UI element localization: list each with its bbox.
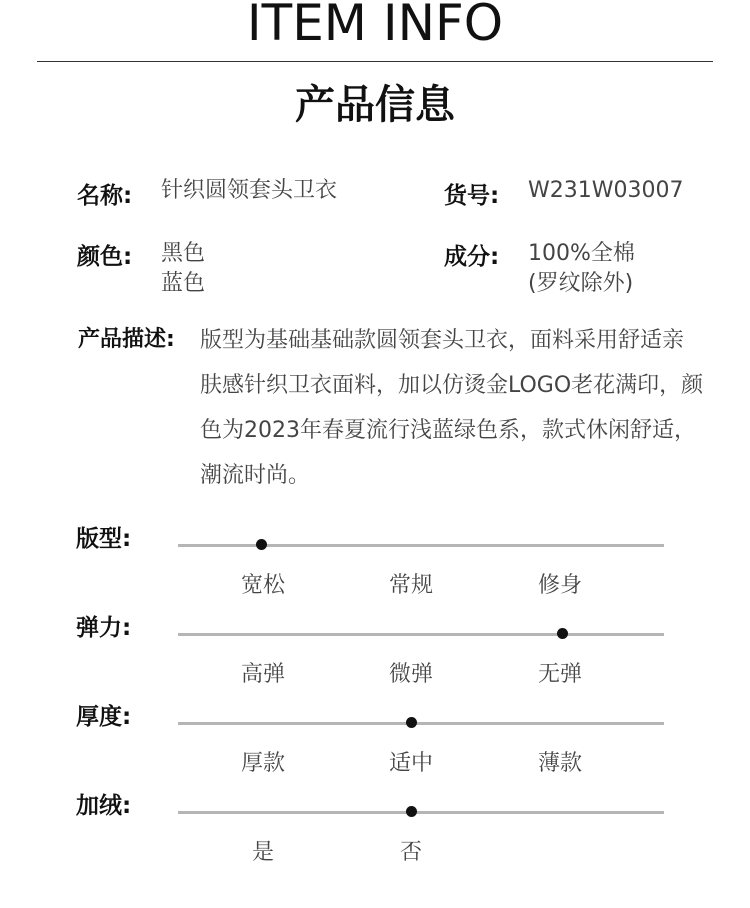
- stretch-track: [178, 633, 664, 636]
- thickness-scale: [0, 698, 750, 778]
- stretch-option-high: 高弹: [240, 662, 285, 687]
- color-value-2: 蓝色: [161, 271, 206, 296]
- fit-marker: [256, 539, 267, 550]
- title-divider: [37, 61, 713, 62]
- fleece-option-yes: 是: [251, 840, 274, 865]
- fit-option-slim: 修身: [537, 573, 582, 598]
- stretch-scale: [0, 609, 750, 689]
- code-value: W231W03007: [528, 178, 684, 203]
- page-title-en: ITEM INFO: [246, 0, 504, 52]
- material-value-1: 100%全棉: [528, 241, 635, 266]
- color-label: 颜色:: [77, 244, 133, 270]
- stretch-option-none: 无弹: [537, 662, 582, 687]
- thickness-option-thick: 厚款: [240, 751, 285, 776]
- fit-track: [178, 544, 664, 547]
- name-value: 针织圆领套头卫衣: [161, 178, 338, 203]
- description-label: 产品描述:: [78, 327, 175, 352]
- fit-label: 版型:: [76, 526, 132, 552]
- fit-option-regular: 常规: [388, 573, 433, 598]
- stretch-label: 弹力:: [76, 615, 132, 641]
- material-value-2: (罗纹除外): [528, 271, 634, 296]
- fleece-label: 加绒:: [76, 793, 132, 819]
- thickness-option-medium: 适中: [388, 751, 433, 776]
- thickness-marker: [406, 717, 417, 728]
- page-title-cn: 产品信息: [295, 82, 455, 128]
- fleece-marker: [406, 806, 417, 817]
- thickness-option-thin: 薄款: [537, 751, 582, 776]
- description-text: 版型为基础基础款圆领套头卫衣，面料采用舒适亲肤感针织卫衣面料，加以仿烫金LOGO老花满印，颜色为2023年春夏流行浅蓝绿色系，款式休闲舒适，潮流时尚。: [200, 328, 704, 488]
- fleece-scale: [0, 787, 750, 867]
- material-label: 成分:: [444, 244, 500, 270]
- thickness-label: 厚度:: [76, 704, 132, 730]
- name-label: 名称:: [77, 183, 133, 209]
- fleece-track: [178, 811, 664, 814]
- stretch-marker: [557, 628, 568, 639]
- code-label: 货号:: [444, 183, 500, 209]
- stretch-option-slight: 微弹: [388, 662, 433, 687]
- fleece-option-no: 否: [399, 840, 422, 865]
- color-value-1: 黑色: [161, 241, 206, 266]
- fit-option-loose: 宽松: [240, 573, 285, 598]
- thickness-track: [178, 722, 664, 725]
- fit-scale: [0, 520, 750, 600]
